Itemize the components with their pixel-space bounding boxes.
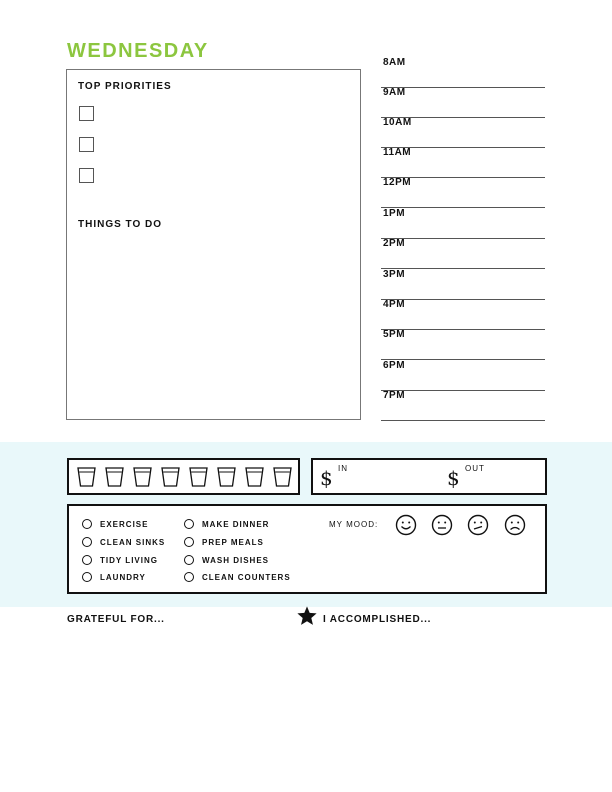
hour-label: 12PM (383, 177, 412, 188)
hour-label: 6PM (383, 360, 406, 371)
dollar-in-icon: $ (320, 466, 333, 490)
habit-circle-icon[interactable] (82, 572, 92, 582)
water-cup-icon[interactable] (273, 467, 292, 487)
hour-label: 4PM (383, 299, 406, 310)
habit-label: CLEAN COUNTERS (202, 572, 291, 582)
habit-item[interactable] (82, 570, 146, 584)
habit-circle-icon[interactable] (82, 555, 92, 565)
priority-checkbox-2[interactable] (79, 137, 94, 152)
habit-circle-icon[interactable] (184, 519, 194, 529)
hour-label: 11AM (383, 147, 412, 158)
water-cup-icon[interactable] (217, 467, 236, 487)
hour-slot[interactable] (381, 87, 545, 118)
meh-face-icon[interactable] (467, 514, 489, 536)
hour-label: 7PM (383, 390, 406, 401)
hour-label: 3PM (383, 269, 406, 280)
hour-label: 8AM (383, 57, 406, 68)
habit-circle-icon[interactable] (82, 519, 92, 529)
top-priorities-label: TOP PRIORITIES (78, 81, 172, 92)
habit-item[interactable] (184, 553, 269, 567)
mood-label: MY MOOD: (329, 520, 379, 529)
habit-label: PREP MEALS (202, 537, 264, 547)
habits-panel (67, 504, 547, 594)
habit-item[interactable] (184, 535, 264, 549)
priority-checkbox-1[interactable] (79, 106, 94, 121)
hour-slot[interactable] (381, 147, 545, 178)
habit-item[interactable] (82, 553, 158, 567)
day-title: WEDNESDAY (67, 40, 209, 62)
water-cup-icon[interactable] (189, 467, 208, 487)
hour-slot[interactable] (381, 177, 545, 208)
hour-label: 2PM (383, 238, 406, 249)
hour-slot[interactable] (381, 57, 545, 88)
habit-circle-icon[interactable] (184, 537, 194, 547)
hour-slot[interactable] (381, 390, 545, 421)
habit-label: MAKE DINNER (202, 519, 270, 529)
hour-label: 10AM (383, 117, 412, 128)
habit-label: EXERCISE (100, 519, 149, 529)
things-to-do-label: THINGS TO DO (78, 219, 163, 230)
water-cup-icon[interactable] (245, 467, 264, 487)
priority-checkbox-3[interactable] (79, 168, 94, 183)
habit-circle-icon[interactable] (184, 555, 194, 565)
water-cup-icon[interactable] (133, 467, 152, 487)
hour-slot[interactable] (381, 269, 545, 300)
money-tracker (311, 458, 547, 495)
accomplished-label: I ACCOMPLISHED... (323, 614, 432, 625)
dollar-out-icon: $ (447, 466, 460, 490)
hour-slot[interactable] (381, 117, 545, 148)
water-cup-icon[interactable] (161, 467, 180, 487)
habit-label: TIDY LIVING (100, 555, 158, 565)
neutral-face-icon[interactable] (431, 514, 453, 536)
habit-label: CLEAN SINKS (100, 537, 166, 547)
grateful-for-label: GRATEFUL FOR... (67, 614, 165, 625)
money-in-label: IN (338, 464, 348, 473)
hour-slot[interactable] (381, 329, 545, 360)
hour-label: 9AM (383, 87, 406, 98)
habit-item[interactable] (184, 517, 269, 531)
hour-label: 1PM (383, 208, 406, 219)
habit-circle-icon[interactable] (184, 572, 194, 582)
habit-label: WASH DISHES (202, 555, 270, 565)
habit-item[interactable] (82, 517, 148, 531)
hour-slot[interactable] (381, 299, 545, 330)
water-tracker (67, 458, 300, 495)
habit-item[interactable] (184, 570, 291, 584)
hour-slot[interactable] (381, 360, 545, 391)
habit-label: LAUNDRY (100, 572, 146, 582)
smile-face-icon[interactable] (395, 514, 417, 536)
water-cup-icon[interactable] (77, 467, 96, 487)
hour-label: 5PM (383, 329, 406, 340)
habit-item[interactable] (82, 535, 165, 549)
money-out-label: OUT (465, 464, 485, 473)
frown-face-icon[interactable] (504, 514, 526, 536)
hour-slot[interactable] (381, 208, 545, 239)
habit-circle-icon[interactable] (82, 537, 92, 547)
hour-slot[interactable] (381, 238, 545, 269)
priorities-panel (66, 69, 361, 420)
water-cup-icon[interactable] (105, 467, 124, 487)
star-icon (296, 605, 318, 627)
